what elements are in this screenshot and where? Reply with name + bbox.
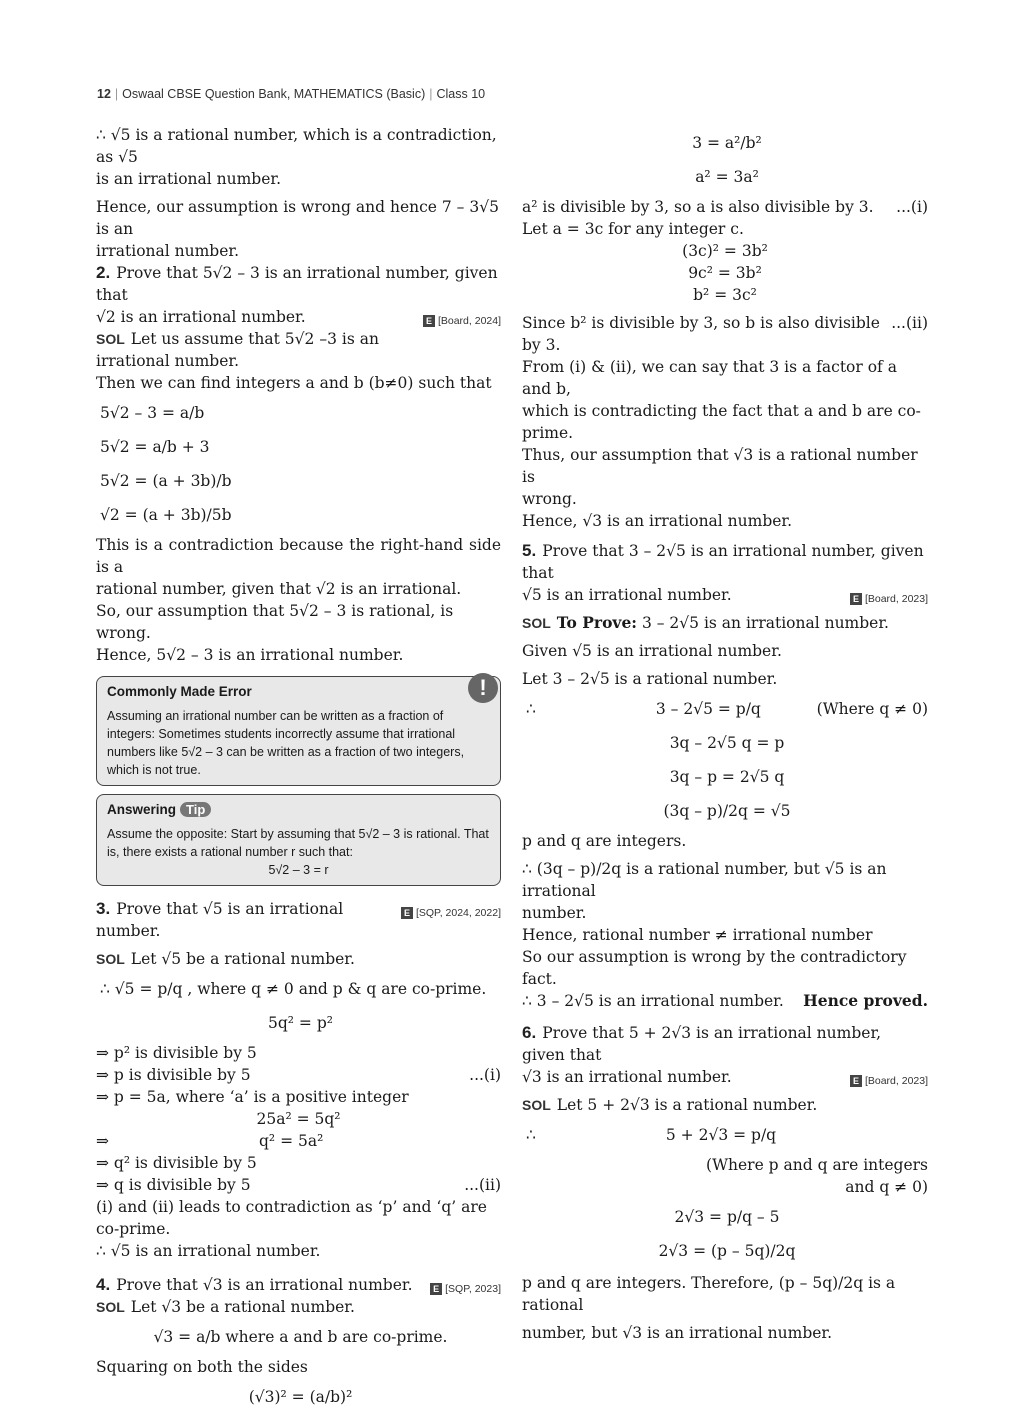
text-line: Thus, our assumption that √3 is a rational number is — [522, 446, 918, 486]
text-line: So, our assumption that 5√2 – 3 is rational, is wrong. — [96, 602, 454, 642]
left-column — [96, 124, 501, 1416]
text-line: Hence, 5√2 – 3 is an irrational number. — [96, 646, 404, 664]
equation: 5√2 = (a + 3b)/b — [100, 472, 232, 490]
text-line: ∴ (3q – p)/2q is a rational number, but √5 is an irrational — [522, 860, 887, 900]
equation: 9c² = 3b² — [688, 264, 762, 282]
equation: (3c)² = 3b² — [682, 242, 768, 260]
equation: q² = 5a² — [259, 1132, 324, 1150]
page-number: 12 — [97, 87, 111, 101]
difficulty-icon: E — [430, 1283, 442, 1295]
therefore-sign: ∴ — [526, 700, 536, 718]
box-line: is, there exists a rational number r such that: — [107, 845, 353, 859]
source-tag: E [SQP, 2023] — [430, 1278, 501, 1300]
text-line: p and q are integers. — [522, 832, 687, 850]
text-line: Let 3 – 2√5 is a rational number. — [522, 670, 778, 688]
equation: 3 = a²/b² — [692, 134, 762, 152]
text-line: Let √3 be a rational number. — [130, 1298, 355, 1316]
question-3 — [96, 898, 501, 942]
question-2 — [96, 262, 501, 328]
text-line: So our assumption is wrong by the contradictory fact. — [522, 948, 907, 988]
question-text: Prove that √3 is an irrational number. — [116, 1276, 413, 1294]
text-line: Let 5 + 2√3 is a rational number. — [556, 1096, 818, 1114]
therefore-sign: ∴ — [526, 1126, 536, 1144]
question-4 — [96, 1274, 501, 1296]
solution-3 — [96, 948, 501, 1262]
text-line: ∴ √5 is a rational number, which is a contradiction, as √5 — [96, 126, 497, 166]
box-line: numbers like 5√2 – 3 can be written as a fraction of two integers, — [107, 745, 465, 759]
right-column — [522, 124, 928, 1344]
source-tag: E [Board, 2023] — [850, 588, 928, 610]
equation: ∴ √5 = p/q , where q ≠ 0 and p & q are co-prime. — [100, 980, 487, 998]
text-line: number, but √3 is an irrational number. — [522, 1324, 833, 1342]
solution-2 — [96, 328, 501, 666]
text-line: This is a contradiction because the right-hand side is a — [96, 536, 501, 576]
condition-note: (Where p and q are integers — [706, 1156, 928, 1174]
box-equation: 5√2 – 3 = r — [268, 863, 329, 877]
difficulty-icon: E — [850, 1075, 862, 1087]
equation: 2√3 = p/q – 5 — [674, 1208, 780, 1226]
text-line: Let us assume that 5√2 –3 is an irrational number. — [96, 330, 379, 370]
solution-6 — [522, 1094, 928, 1344]
ref-marker: ...(i) — [896, 198, 928, 216]
text-line: number. — [522, 904, 587, 922]
sol-label: SOL — [522, 615, 551, 631]
text-line: which is contradicting the fact that a and b are co-prime. — [522, 402, 921, 442]
box-title: Commonly Made Error — [107, 684, 252, 699]
question-6 — [522, 1022, 928, 1088]
solution-4 — [96, 1296, 501, 1412]
box-title: Answering — [107, 802, 177, 817]
question-5 — [522, 540, 928, 606]
condition-note: and q ≠ 0) — [845, 1178, 928, 1196]
question-number: 5. — [522, 541, 537, 560]
text-line: ⇒ q is divisible by 5 — [96, 1176, 251, 1194]
equation: √3 = a/b where a and b are co-prime. — [153, 1328, 448, 1346]
sol-label: SOL — [522, 1097, 551, 1113]
question-text: Prove that 5√2 – 3 is an irrational number, given that — [96, 264, 498, 304]
answering-tip-box — [96, 794, 501, 886]
ref-marker: ...(i) — [469, 1066, 501, 1084]
text-line: Then we can find integers a and b (b≠0) such that — [96, 374, 492, 392]
text-line: (i) and (ii) leads to contradiction as ‘p’ and ‘q’ are co-prime. — [96, 1198, 487, 1238]
question-number: 6. — [522, 1023, 537, 1042]
box-line: integers: Sometimes students incorrectly assume that irrational — [107, 727, 456, 741]
text-line: rational number, given that √2 is an irrational. — [96, 580, 462, 598]
text-line: p and q are integers. Therefore, (p – 5q)/2q is a rational — [522, 1274, 896, 1314]
equation: (√3)² = (a/b)² — [248, 1388, 353, 1406]
equation: √2 = (a + 3b)/5b — [100, 506, 232, 524]
difficulty-icon: E — [850, 593, 862, 605]
equation: 5 + 2√3 = p/q — [665, 1126, 777, 1144]
source-tag: E [Board, 2024] — [423, 310, 501, 332]
tip-badge: Tip — [180, 802, 211, 817]
text-line: Hence, our assumption is wrong and hence 7 – 3√5 is an — [96, 198, 499, 238]
text-line: From (i) & (ii), we can say that 3 is a factor of a and b, — [522, 358, 897, 398]
text-line: Squaring on both the sides — [96, 1358, 308, 1376]
box-line: which is not true. — [107, 763, 201, 777]
question-text: √3 is an irrational number. — [522, 1068, 732, 1086]
question-text: √2 is an irrational number. — [96, 308, 306, 326]
text-line: Let a = 3c for any integer c. — [522, 220, 744, 238]
text-line: ∴ √5 is an irrational number. — [96, 1242, 321, 1260]
equation: 5q² = p² — [268, 1014, 333, 1032]
common-error-box — [96, 676, 501, 786]
solution-5 — [522, 612, 928, 1012]
text-line: wrong. — [522, 490, 577, 508]
equation: 3 – 2√5 = p/q — [655, 700, 761, 718]
question-text: Prove that √5 is an irrational number. — [96, 900, 344, 940]
question-number: 4. — [96, 1275, 111, 1294]
sol-label: SOL — [96, 331, 125, 347]
equation: b² = 3c² — [693, 286, 757, 304]
to-prove-label: To Prove: — [556, 613, 638, 632]
running-header: 12 | Oswaal CBSE Question Bank, MATHEMATICS (Basic) | Class 10 — [97, 87, 486, 101]
hence-proved: Hence proved. — [803, 991, 928, 1010]
source-tag: E [Board, 2023] — [850, 1070, 928, 1092]
ref-marker: ...(ii) — [891, 314, 928, 332]
question-number: 2. — [96, 263, 111, 282]
difficulty-icon: E — [401, 907, 413, 919]
box-line: Assume the opposite: Start by assuming that 5√2 – 3 is rational. That — [107, 827, 489, 841]
text-line: ⇒ p is divisible by 5 — [96, 1066, 251, 1084]
equation: 5√2 = a/b + 3 — [100, 438, 210, 456]
question-text: Prove that 3 – 2√5 is an irrational number, given that — [522, 542, 924, 582]
equation: 3q – p = 2√5 q — [669, 768, 785, 786]
text-line: is an irrational number. — [96, 170, 282, 188]
text-line: irrational number. — [96, 242, 240, 260]
text-line: ⇒ p = 5a, where ‘a’ is a positive integer — [96, 1088, 409, 1106]
ref-marker: ...(ii) — [464, 1176, 501, 1194]
equation: 25a² = 5q² — [256, 1110, 341, 1128]
equation: (3q – p)/2q = √5 — [663, 802, 791, 820]
condition-note: (Where q ≠ 0) — [816, 700, 928, 718]
text-line: a² is divisible by 3, so a is also divisible by 3. — [522, 198, 874, 216]
equation: 3q – 2√5 q = p — [669, 734, 785, 752]
sol-label: SOL — [96, 951, 125, 967]
text-line: ⇒ q² is divisible by 5 — [96, 1154, 257, 1172]
book-title: Oswaal CBSE Question Bank, MATHEMATICS (Basic) — [122, 87, 426, 101]
text-line: Let √5 be a rational number. — [130, 950, 355, 968]
exclamation-icon: ! — [468, 673, 498, 703]
equation: a² = 3a² — [695, 168, 759, 186]
class-label: Class 10 — [436, 87, 486, 101]
question-text: Prove that 5 + 2√3 is an irrational number, given that — [522, 1024, 882, 1064]
text-line: Since b² is divisible by 3, so b is also divisible by 3. — [522, 314, 880, 354]
text-line: ⇒ p² is divisible by 5 — [96, 1044, 257, 1062]
question-text: √5 is an irrational number. — [522, 586, 732, 604]
text-line: Given √5 is an irrational number. — [522, 642, 782, 660]
implies-sign: ⇒ — [96, 1132, 109, 1150]
text-line: ∴ 3 – 2√5 is an irrational number. — [522, 992, 784, 1010]
difficulty-icon: E — [423, 315, 435, 327]
equation: 5√2 – 3 = a/b — [100, 404, 205, 422]
question-number: 3. — [96, 899, 111, 918]
source-tag: E [SQP, 2024, 2022] — [401, 902, 501, 924]
text-line: 3 – 2√5 is an irrational number. — [641, 614, 889, 632]
sol-label: SOL — [96, 1299, 125, 1315]
text-line: Hence, rational number ≠ irrational number — [522, 926, 873, 944]
box-line: Assuming an irrational number can be written as a fraction of — [107, 709, 444, 723]
equation: 2√3 = (p – 5q)/2q — [658, 1242, 796, 1260]
text-line: Hence, √3 is an irrational number. — [522, 512, 793, 530]
